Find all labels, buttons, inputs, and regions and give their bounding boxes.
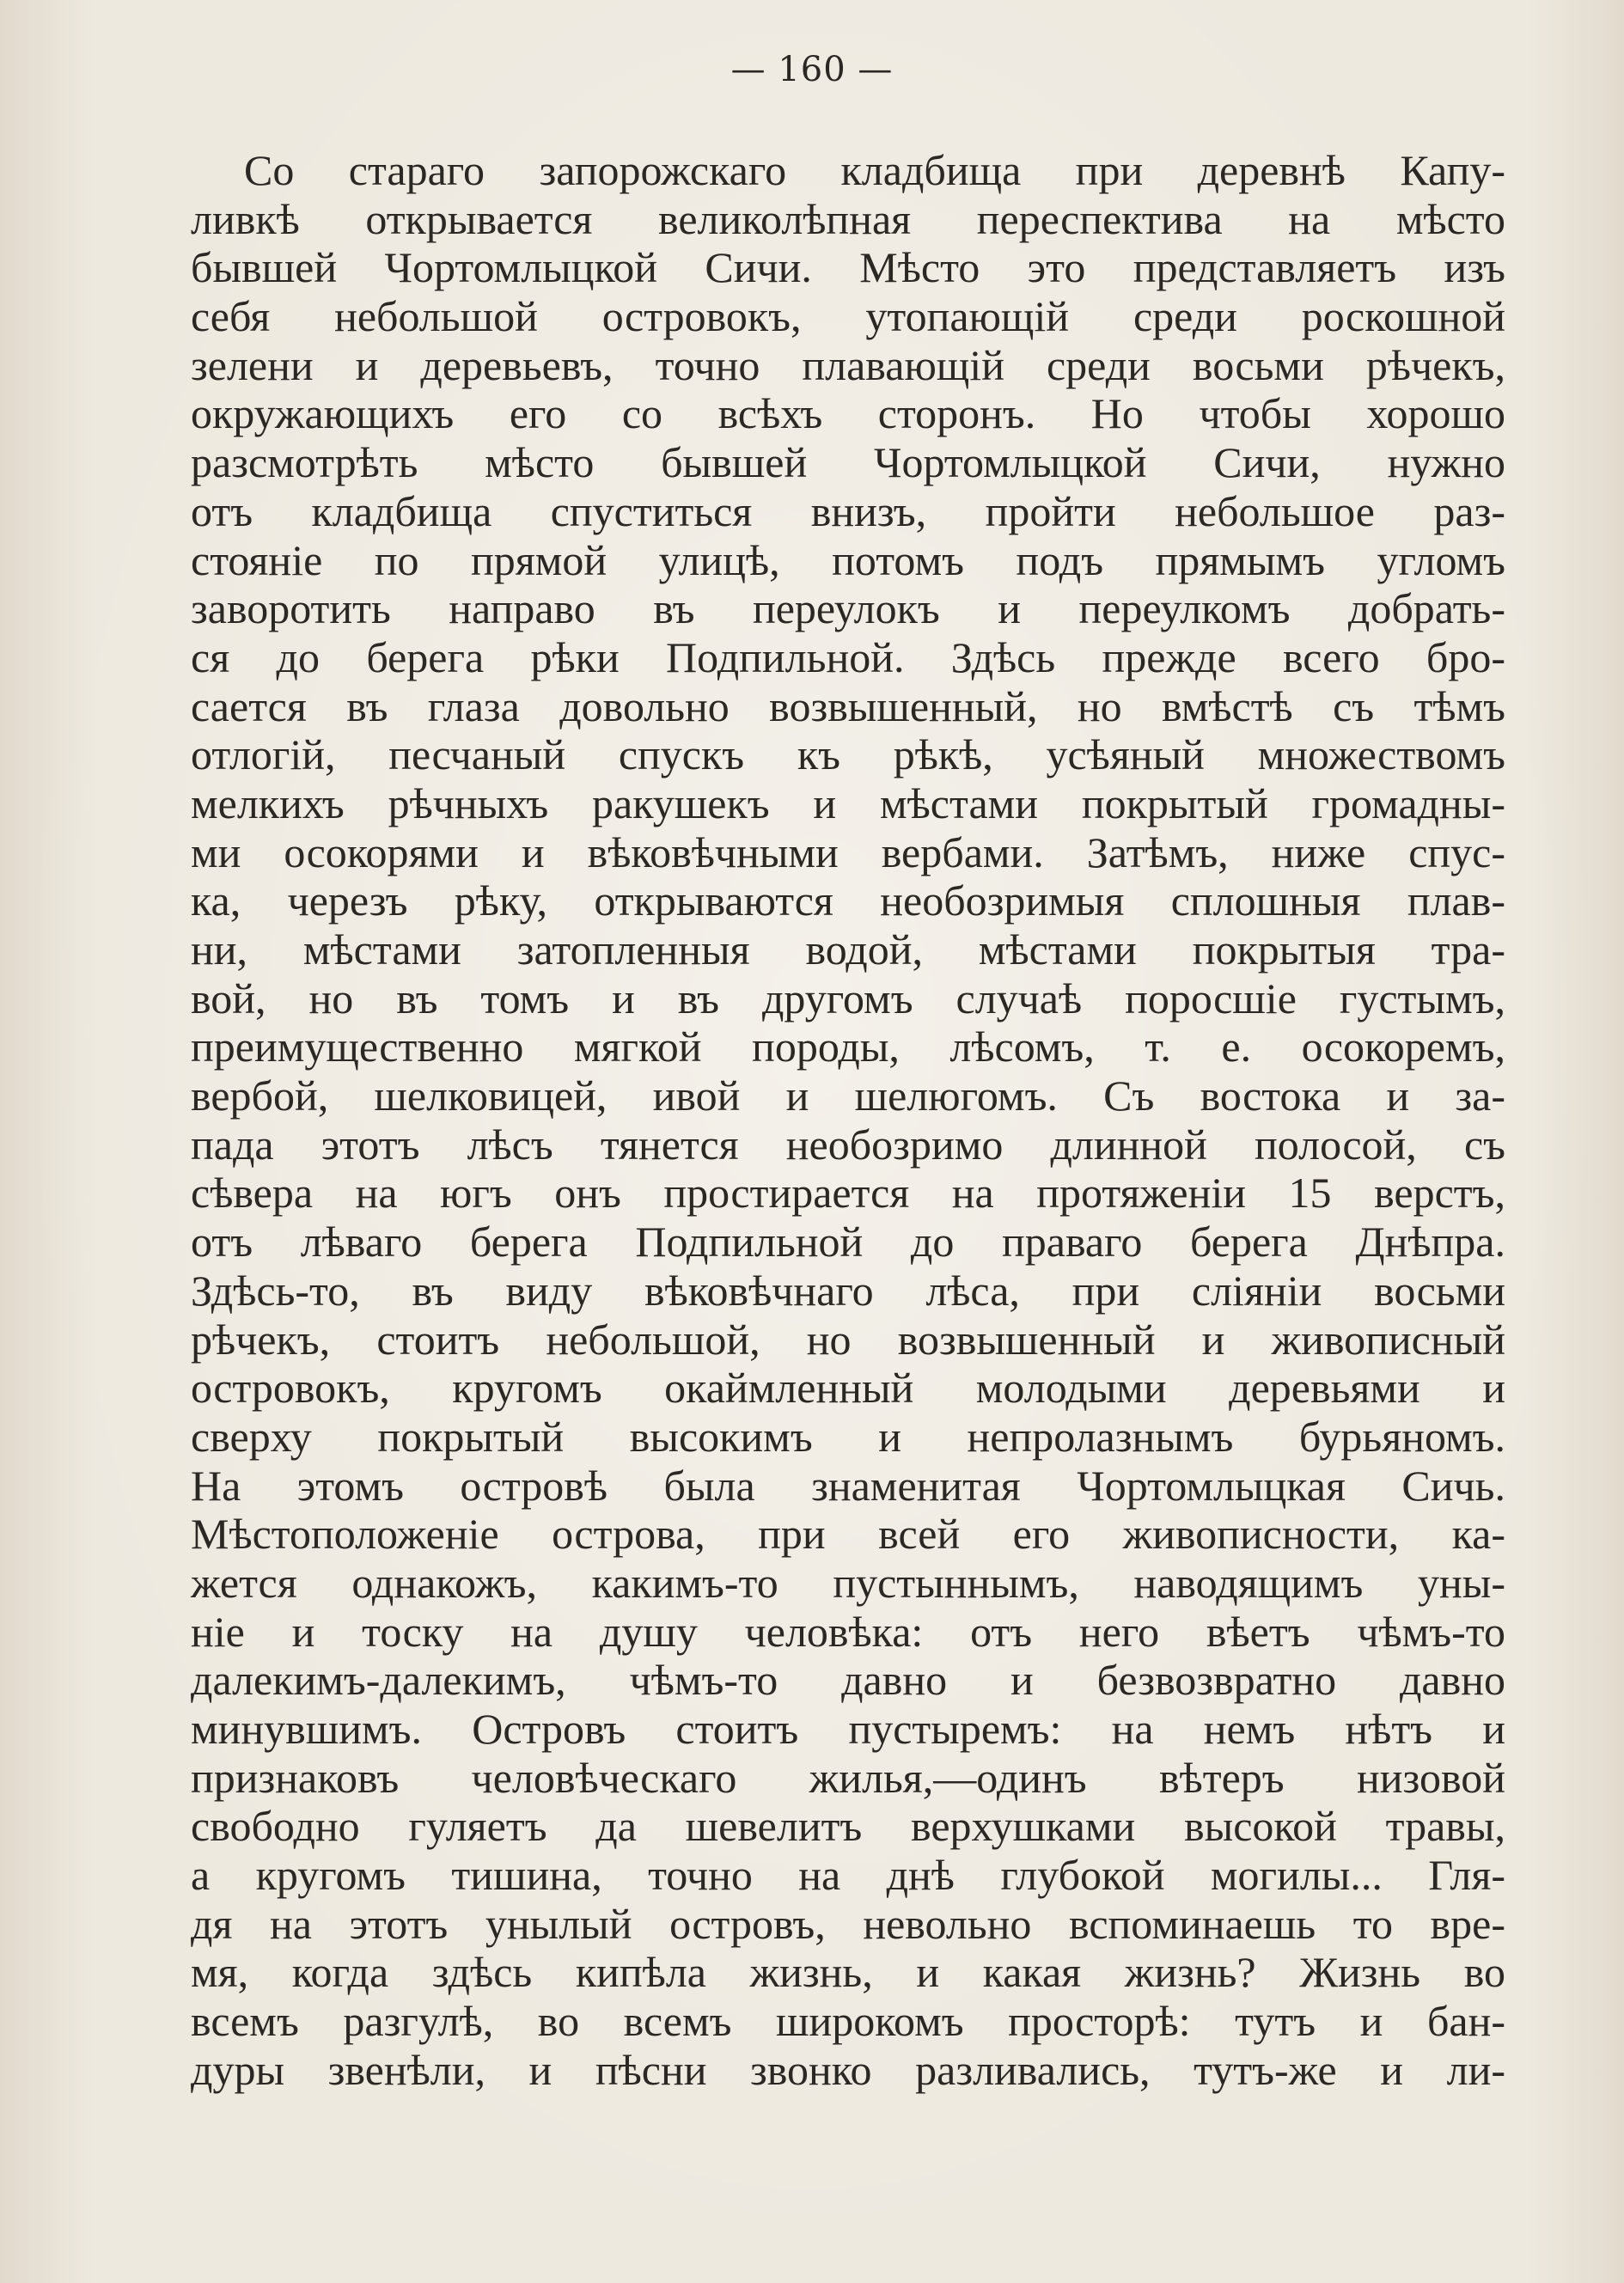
text-line: всемъ разгулѣ, во всемъ широкомъ просторѣ: тутъ и бан- <box>191 1997 1505 2046</box>
text-line: ся до берега рѣки Подпильной. Здѣсь прежде всего бро- <box>191 632 1505 681</box>
text-line: стояніе по прямой улицѣ, потомъ подъ прямымъ угломъ <box>191 535 1505 584</box>
text-line: вербой, шелковицей, ивой и шелюгомъ. Съ востока и за- <box>191 1071 1505 1120</box>
text-line: На этомъ островѣ была знаменитая Чортомлыцкая Сичь. <box>191 1461 1505 1510</box>
text-line: ни, мѣстами затопленныя водой, мѣстами покрытыя тра- <box>191 925 1505 974</box>
text-line: вой, но въ томъ и въ другомъ случаѣ поросшіе густымъ, <box>191 974 1505 1022</box>
text-line: жется однакожъ, какимъ-то пустыннымъ, наводящимъ уны- <box>191 1558 1505 1607</box>
text-line: сается въ глаза довольно возвышенный, но вмѣстѣ съ тѣмъ <box>191 681 1505 730</box>
text-line: отъ лѣваго берега Подпильной до праваго берега Днѣпра. <box>191 1218 1505 1267</box>
text-line: сѣвера на югъ онъ простирается на протяженіи 15 верстъ, <box>191 1169 1505 1218</box>
text-line: пада этотъ лѣсъ тянется необозримо длинной полосой, съ <box>191 1120 1505 1169</box>
text-line: дя на этотъ унылый островъ, невольно вспоминаешь то вре- <box>191 1899 1505 1948</box>
text-line: ка, черезъ рѣку, открываются необозримыя сплошныя плав- <box>191 876 1505 925</box>
body-text <box>191 146 1505 2095</box>
text-line: ми осокорями и вѣковѣчными вербами. Затѣмъ, ниже спус- <box>191 827 1505 876</box>
text-line: окружающихъ его со всѣхъ сторонъ. Но чтобы хорошо <box>191 389 1505 438</box>
text-line: мелкихъ рѣчныхъ ракушекъ и мѣстами покрытый громадны- <box>191 778 1505 827</box>
text-line: сверху покрытый высокимъ и непролазнымъ бурьяномъ. <box>191 1412 1505 1461</box>
page-number: — 160 — <box>730 50 894 89</box>
text-line: дуры звенѣли, и пѣсни звонко разливались, тутъ-же и ли- <box>191 2045 1505 2094</box>
text-line: островокъ, кругомъ окаймленный молодыми деревьями и <box>191 1364 1505 1413</box>
text-line: свободно гуляетъ да шевелитъ верхушками высокой травы, <box>191 1802 1505 1851</box>
text-line: Со стараго запорожскаго кладбища при деревнѣ Капу- <box>244 146 1505 194</box>
text-line: ніе и тоску на душу человѣка: отъ него вѣетъ чѣмъ-то <box>191 1607 1505 1656</box>
text-line: бывшей Чортомлыцкой Сичи. Мѣсто это представляетъ изъ <box>191 243 1505 292</box>
text-line: отлогій, песчаный спускъ къ рѣкѣ, усѣяный множествомъ <box>191 730 1505 779</box>
text-line: преимущественно мягкой породы, лѣсомъ, т. е. осокоремъ, <box>191 1022 1505 1071</box>
text-line: признаковъ человѣческаго жилья,—одинъ вѣтеръ низовой <box>191 1753 1505 1802</box>
text-line: разсмотрѣть мѣсто бывшей Чортомлыцкой Сичи, нужно <box>191 438 1505 487</box>
text-line: рѣчекъ, стоитъ небольшой, но возвышенный и живописный <box>191 1315 1505 1364</box>
text-line: минувшимъ. Островъ стоитъ пустыремъ: на немъ нѣтъ и <box>191 1705 1505 1753</box>
text-line: заворотить направо въ переулокъ и переулкомъ добрать- <box>191 584 1505 633</box>
text-line: а кругомъ тишина, точно на днѣ глубокой могилы... Гля- <box>191 1851 1505 1900</box>
text-line: Мѣстоположеніе острова, при всей его живописности, ка- <box>191 1510 1505 1559</box>
text-line: себя небольшой островокъ, утопающій среди роскошной <box>191 292 1505 341</box>
text-line: Здѣсь-то, въ виду вѣковѣчнаго лѣса, при сліяніи восьми <box>191 1266 1505 1315</box>
text-line: отъ кладбища спуститься внизъ, пройти небольшое раз- <box>191 486 1505 535</box>
text-line: далекимъ-далекимъ, чѣмъ-то давно и безвозвратно давно <box>191 1656 1505 1705</box>
text-line: мя, когда здѣсь кипѣла жизнь, и какая жизнь? Жизнь во <box>191 1948 1505 1997</box>
text-line: ливкѣ открывается великолѣпная переспектива на мѣсто <box>191 194 1505 243</box>
text-line: зелени и деревьевъ, точно плавающій среди восьми рѣчекъ, <box>191 340 1505 389</box>
